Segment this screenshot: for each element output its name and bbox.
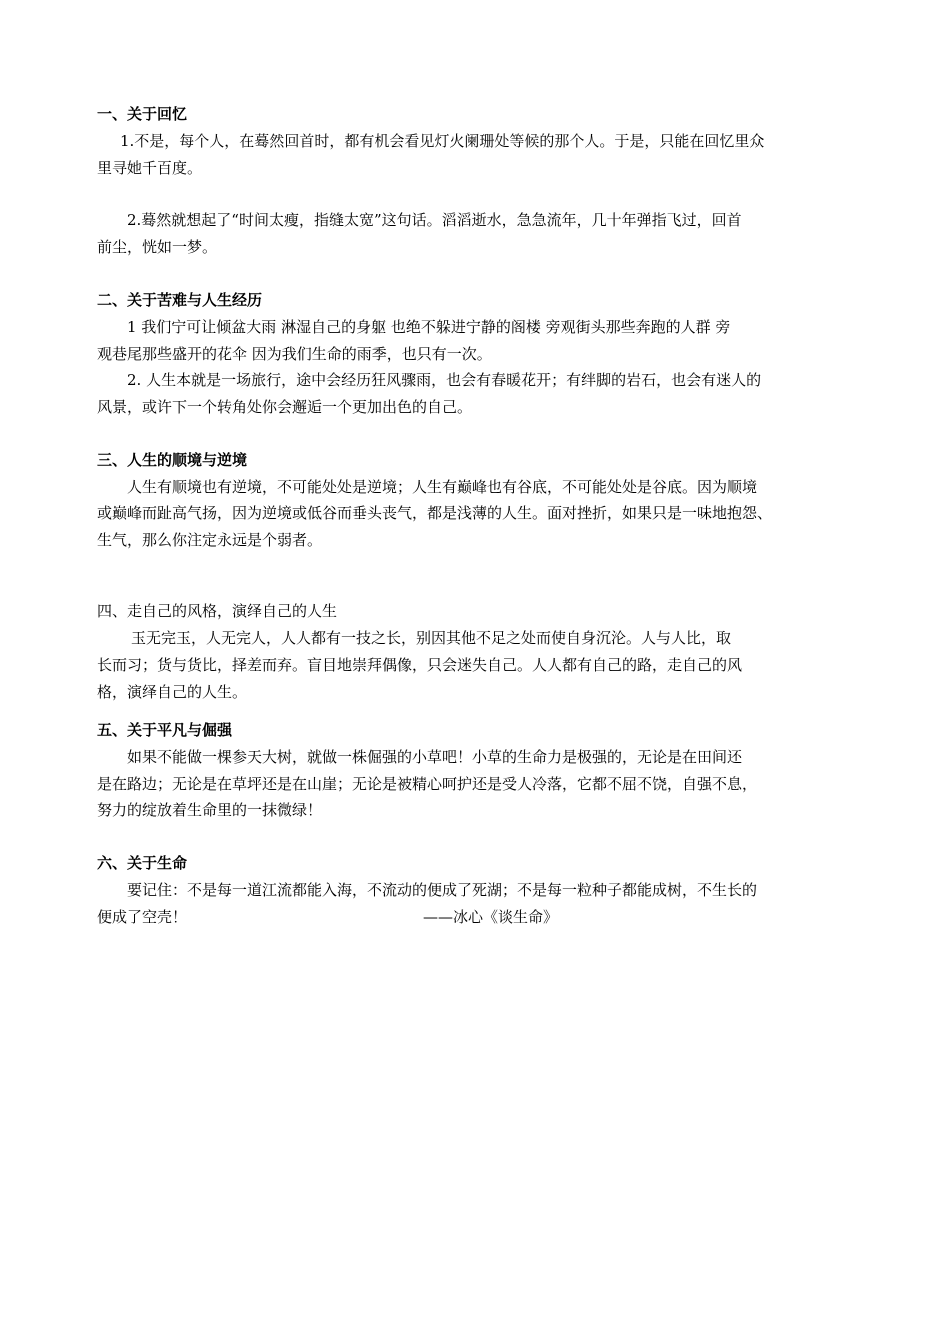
section-2-line-2: 观巷尾那些盛开的花伞 因为我们生命的雨季，也只有一次。	[97, 345, 492, 363]
section-3-line-3: 生气，那么你注定永远是个弱者。	[97, 531, 323, 549]
section-heading-6: 六、关于生命	[97, 854, 188, 872]
section-6-line-2: 便成了空壳！	[97, 908, 188, 926]
section-heading-4-text: 四、走自己的风格，演绎自己的人生	[97, 602, 338, 620]
section-2-line-4: 风景，或许下一个转角处你会邂逅一个更加出色的自己。	[97, 398, 473, 416]
section-4-line-1: 玉无完玉，人无完人，人人都有一技之长，别因其他不足之处而使自身沉沦。人与人比，取	[131, 629, 732, 647]
section-3-line-2: 或巅峰而趾高气扬，因为逆境或低谷而垂头丧气，都是浅薄的人生。面对挫折，如果只是一味地抱怨、	[97, 504, 773, 522]
section-heading-5: 五、关于平凡与倔强	[97, 721, 233, 739]
section-1-line-2: 里寻她千百度。	[97, 159, 203, 177]
section-1-line-4: 前尘，恍如一梦。	[97, 238, 218, 256]
section-5-line-3: 努力的绽放着生命里的一抹微绿！	[97, 801, 323, 819]
section-2-line-1: 1 我们宁可让倾盆大雨 淋湿自己的身躯 也绝不躲进宁静的阁楼 旁观街头那些奔跑的人群 旁	[127, 318, 731, 336]
section-4-line-3: 格，演绎自己的人生。	[97, 683, 248, 701]
section-5-line-2: 是在路边；无论是在草坪还是在山崖；无论是被精心呵护还是受人冷落，它都不屈不饶，自强不息，	[97, 775, 758, 793]
section-heading-4	[97, 601, 337, 621]
section-4-line-2: 长而习；货与货比，择差而弃。盲目地崇拜偶像，只会迷失自己。人人都有自己的路，走自己的风	[97, 656, 743, 674]
section-2-line-3: 2. 人生本就是一场旅行，途中会经历狂风骤雨，也会有春暖花开；有绊脚的岩石，也会有迷人的	[127, 371, 762, 389]
section-heading-1: 一、关于回忆	[97, 105, 188, 123]
section-3-line-1: 人生有顺境也有逆境，不可能处处是逆境；人生有巅峰也有谷底，不可能处处是谷底。因为顺境	[127, 478, 758, 496]
section-heading-3: 三、人生的顺境与逆境	[97, 451, 248, 469]
section-heading-2: 二、关于苦难与人生经历	[97, 291, 263, 309]
section-1-line-1: 1.不是，每个人，在蓦然回首时，都有机会看见灯火阑珊处等候的那个人。于是，只能在回忆里众	[120, 132, 765, 150]
section-1-line-3: 2.蓦然就想起了“时间太瘦，指缝太宽”这句话。滔滔逝水，急急流年，几十年弹指飞过，回首	[127, 211, 742, 229]
section-5-line-1: 如果不能做一棵参天大树，就做一株倔强的小草吧！小草的生命力是极强的，无论是在田间还	[127, 748, 743, 766]
section-6-line-1: 要记住：不是每一道江流都能入海，不流动的便成了死湖；不是每一粒种子都能成树，不生长的	[127, 881, 758, 899]
attribution: ——冰心《谈生命》	[423, 908, 559, 926]
